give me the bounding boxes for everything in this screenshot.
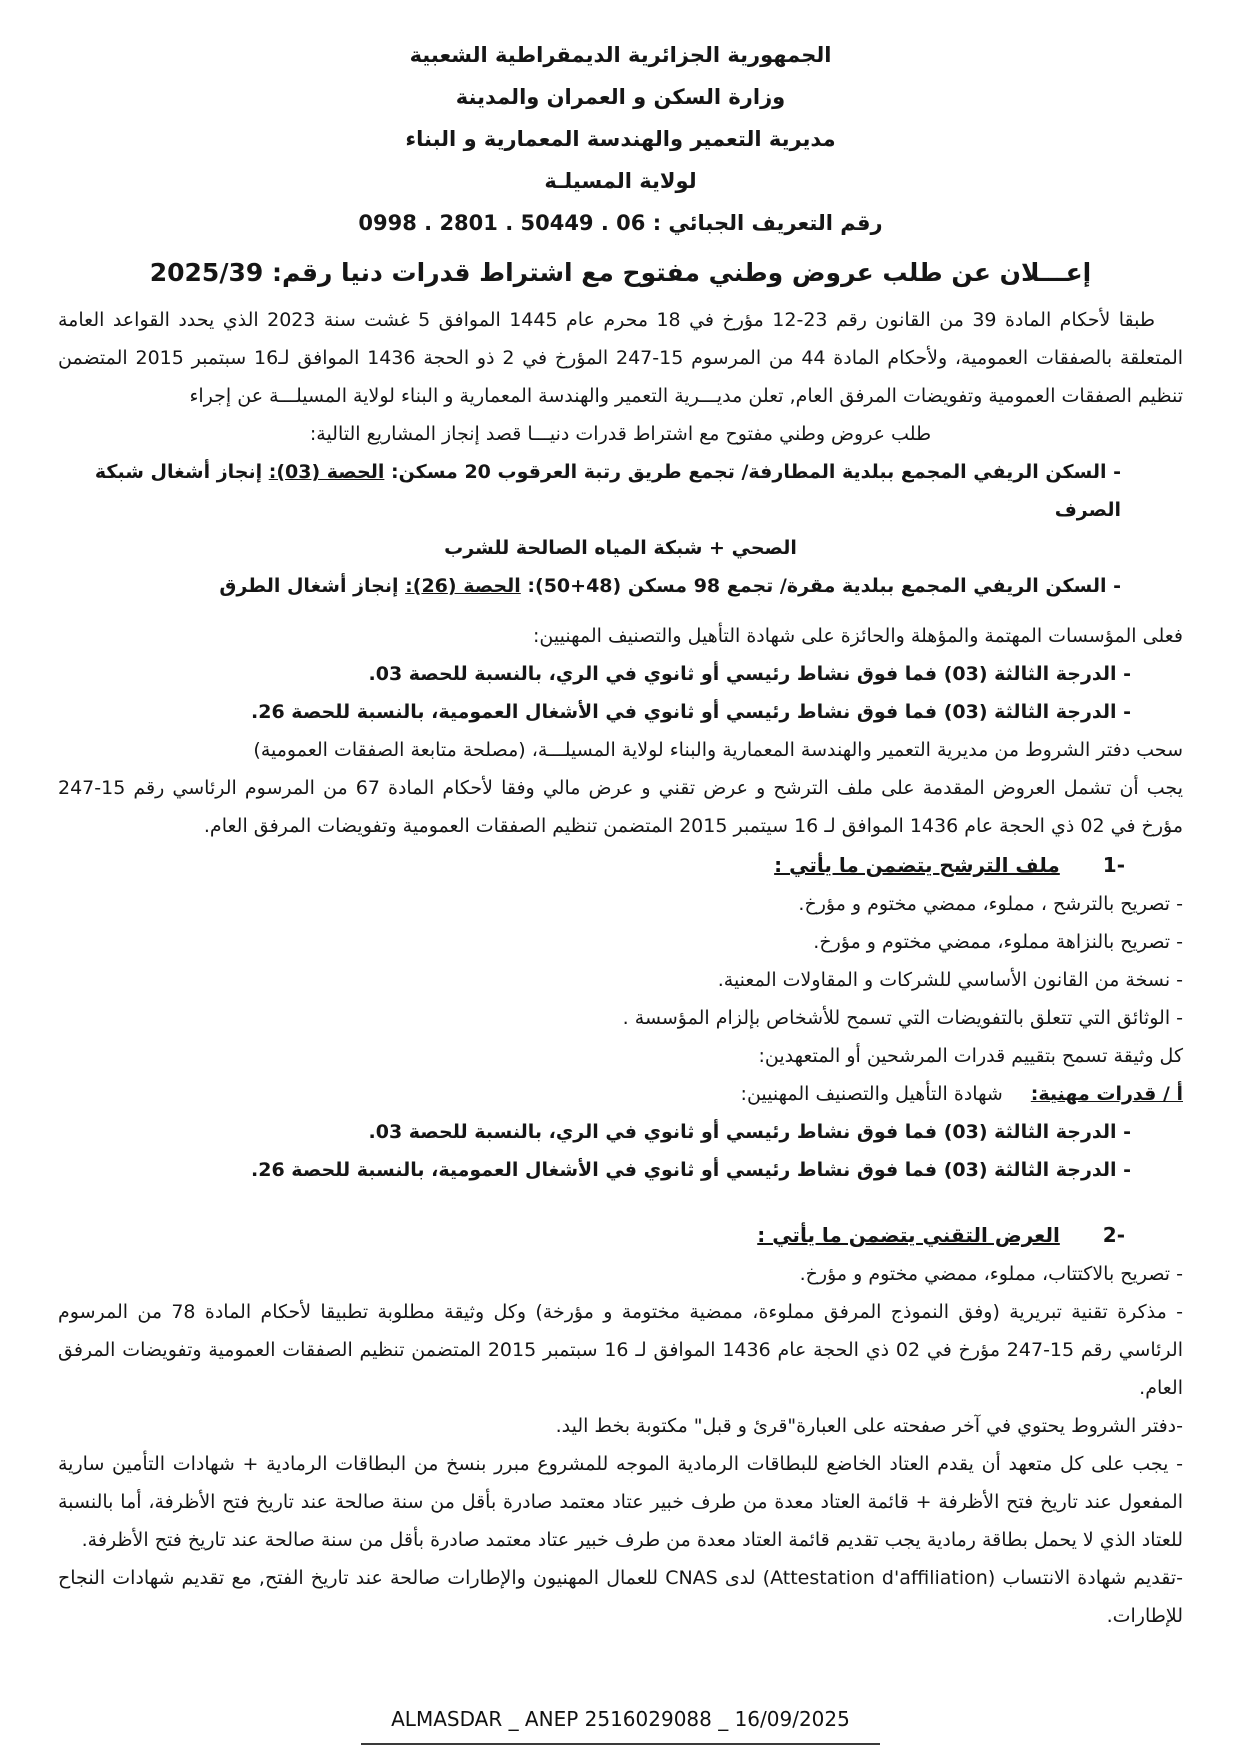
intro-paragraph: طبقا لأحكام المادة 39 من القانون رقم 23-12 مؤرخ في 18 محرم عام 1445 الموافق 5 غشت سنة 2023 الذي يحدد القواعد العامة المتعلقة بالصفقات العمومية، ولأحكام المادة 44 من المرسوم 15-247 المؤرخ في 2 ذو الحجة 1436 الموافق لـ16 سبتمبر 2015 المتضمن تنظيم الصفقات العمومية وتفويضات المرفق العام, تعلن مديـــرية التعمير والهندسة المعمارية و البناء لولاية المسيلـــة عن إجراء <box>58 309 1184 407</box>
eligibility-intro: فعلى المؤسسات المهتمة والمؤهلة والحائزة على شهادة التأهيل والتصنيف المهنيين: <box>533 625 1183 647</box>
section-2-number: 2- <box>1102 1223 1125 1247</box>
grade-requirement-2: - الدرجة الثالثة (03) فما فوق نشاط رئيسي أو ثانوي في الأشغال العمومية، بالنسبة للحصة 26. <box>251 701 1131 723</box>
specs-withdrawal-note: سحب دفتر الشروط من مديرية التعمير والهندسة المعمارية والبناء لولاية المسيلـــة، (مصلحة متابعة الصفقات العمومية) <box>253 739 1183 761</box>
technical-offer-item-2: - مذكرة تقنية تبريرية (وفق النموذج المرفق مملوءة، ممضية مختومة و مؤرخة) وكل وثيقة مطلوبة تطبيقا لأحكام المادة 78 من المرسوم الرئاسي رقم 15-247 مؤرخ في 02 ذي الحجة عام 1436 الموافق لـ 16 سبتمبر 2015 المتضمن تنظيم الصفقات العمومية وتفويضات المرفق العام. <box>58 1301 1183 1399</box>
project-item-2 <box>58 567 1183 605</box>
section-2-heading <box>58 1215 1183 1255</box>
section-1-number: 1- <box>1102 853 1125 877</box>
section1-grade-requirement-2: - الدرجة الثالثة (03) فما فوق نشاط رئيسي أو ثانوي في الأشغال العمومية، بالنسبة للحصة 26. <box>251 1159 1131 1181</box>
project-1-description: - السكن الريفي المجمع ببلدية المطارفة/ تجمع طريق رتبة العرقوب 20 مسكن: <box>384 461 1121 483</box>
capacity-evaluation-note: كل وثيقة تسمح بتقييم قدرات المرشحين أو المتعهدين: <box>758 1045 1183 1067</box>
footer <box>0 1699 1241 1745</box>
header-wilaya-line: لولاية المسيلـة <box>544 169 697 193</box>
candidacy-file-item-3: - نسخة من القانون الأساسي للشركات و المقاولات المعنية. <box>717 969 1183 991</box>
technical-offer-item-1: - تصريح بالاكتتاب، مملوء، ممضي مختوم و مؤرخ. <box>799 1263 1183 1285</box>
tax-id-label: رقم التعريف الجبائي : <box>652 211 883 235</box>
section-2-title: العرض التقني يتضمن ما يأتي : <box>757 1223 1060 1247</box>
technical-offer-item-5: -تقديم شهادة الانتساب (Attestation d'affiliation) لدى CNAS للعمال المهنيون والإطارات صالحة عند تاريخ الفتح, مع تقديم شهادات النجاح للإطارات. <box>58 1567 1184 1627</box>
professional-capacities-line <box>58 1075 1183 1113</box>
tax-id-value: 0998 . 2801 . 50449 . 06 <box>358 211 646 235</box>
anep-reference: ALMASDAR _ ANEP 2516029088 _ 16/09/2025 <box>361 1699 880 1745</box>
header-tax-id-line <box>58 202 1183 244</box>
section-1-heading <box>58 845 1183 885</box>
section-1-title: ملف الترشح يتضمن ما يأتي : <box>774 853 1060 877</box>
candidacy-file-item-2: - تصريح بالنزاهة مملوء، ممضي مختوم و مؤرخ. <box>813 931 1183 953</box>
project-2-works: إنجاز أشغال الطرق <box>219 575 406 597</box>
header-directorate-line: مديرية التعمير والهندسة المعمارية و البناء <box>405 127 836 151</box>
project-2-lot-label: الحصة (26): <box>405 575 521 597</box>
technical-offer-item-3: -دفتر الشروط يحتوي في آخر صفحته على العبارة"قرئ و قبل" مكتوبة بخط اليد. <box>555 1415 1183 1437</box>
header-ministry-line: وزارة السكن و العمران والمدينة <box>455 85 786 109</box>
page-title: إعـــلان عن طلب عروض وطني مفتوح مع اشتراط قدرات دنيا رقم: 2025/39 <box>149 258 1092 287</box>
project-1-lot-label: الحصة (03): <box>268 461 385 483</box>
candidacy-file-item-1: - تصريح بالترشح ، مملوء، ممضي مختوم و مؤرخ. <box>798 893 1183 915</box>
project-2-description: - السكن الريفي المجمع ببلدية مقرة/ تجمع 98 مسكن (48+50): <box>520 575 1121 597</box>
project-1-continuation-line: الصحي + شبكة المياه الصالحة للشرب <box>444 537 797 559</box>
header-republic-line: الجمهورية الجزائرية الديمقراطية الشعبية <box>409 43 832 67</box>
grade-requirement-1: - الدرجة الثالثة (03) فما فوق نشاط رئيسي أو ثانوي في الري، بالنسبة للحصة 03. <box>368 663 1131 685</box>
section1-grade-requirement-1: - الدرجة الثالثة (03) فما فوق نشاط رئيسي أو ثانوي في الري، بالنسبة للحصة 03. <box>368 1121 1131 1143</box>
candidacy-file-item-4: - الوثائق التي تتعلق بالتفويضات التي تسمح للأشخاص بإلزام المؤسسة . <box>622 1007 1183 1029</box>
project-item-1 <box>58 453 1183 529</box>
offers-content-note: يجب أن تشمل العروض المقدمة على ملف الترشح و عرض تقني و عرض مالي وفقا لأحكام المادة 67 من المرسوم الرئاسي رقم 15-247 مؤرخ في 02 ذي الحجة عام 1436 الموافق لـ 16 سيتمبر 2015 المتضمن تنظيم الصفقات العمومية وتفويضات المرفق العام. <box>58 777 1183 837</box>
intro-tail-line: طلب عروض وطني مفتوح مع اشتراط قدرات دنيـــا قصد إنجاز المشاريع التالية: <box>309 423 932 445</box>
professional-capacities-text: شهادة التأهيل والتصنيف المهنيين: <box>740 1083 1003 1105</box>
professional-capacities-label: أ / قدرات مهنية: <box>1030 1083 1183 1105</box>
project-1-works: إنجاز أشغال شبكة الصرف <box>94 461 1121 521</box>
technical-offer-item-4: - يجب على كل متعهد أن يقدم العتاد الخاضع للبطاقات الرمادية الموجه للمشروع مبرر بنسخ من البطاقات الرمادية + شهادات التأمين سارية المفعول عند تاريخ فتح الأظرفة + قائمة العتاد معدة من طرف خبير عتاد معتمد صادرة بأقل من سنة صالحة عند تاريخ فتح الأظرفة، أما بالنسبة للعتاد الذي لا يحمل بطاقة رمادية يجب تقديم قائمة العتاد معدة من طرف خبير عتاد معتمد صادرة بأقل من سنة صالحة عند تاريخ فتح الأظرفة. <box>58 1453 1183 1551</box>
